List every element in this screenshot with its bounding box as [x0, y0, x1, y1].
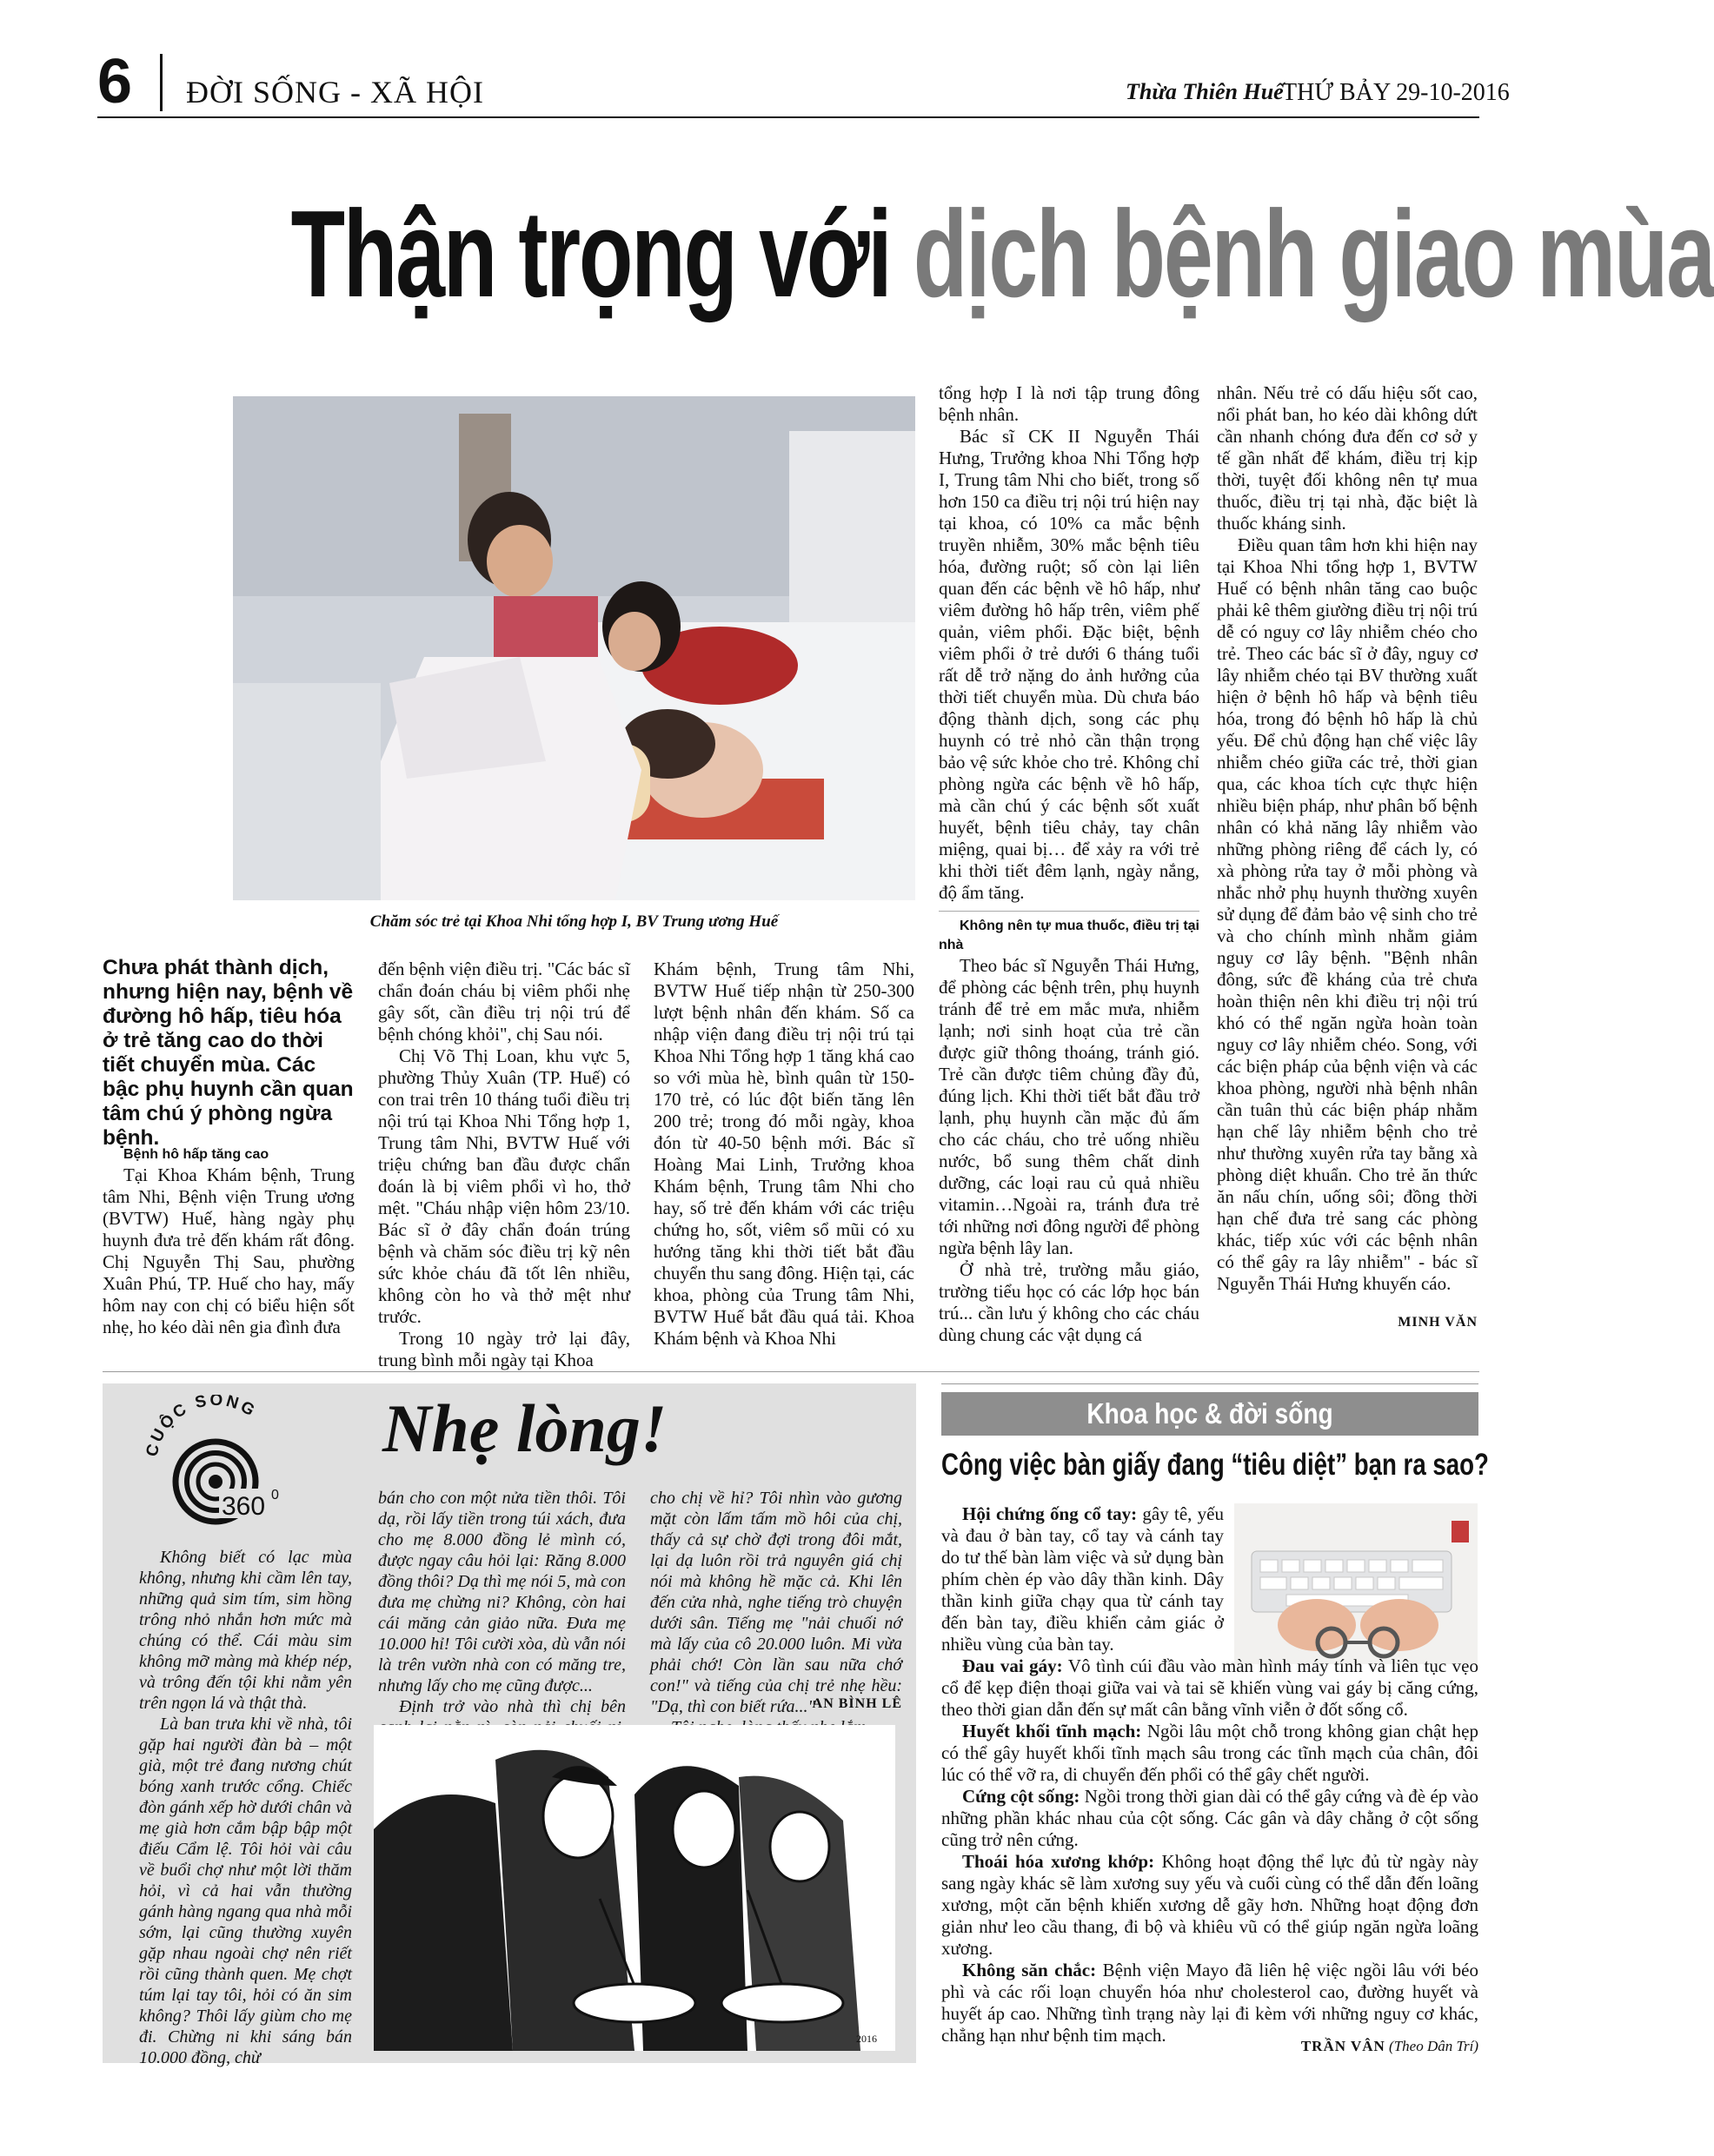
- paragraph: [941, 1786, 1478, 1851]
- paragraph: [941, 1655, 1478, 1721]
- handcuffed-hands-keyboard-illustration: [1234, 1503, 1478, 1664]
- paragraph: [941, 1851, 1478, 1960]
- paragraph: tổng hợp I là nơi tập trung đông bệnh nhân.: [939, 382, 1199, 425]
- item-text: gây tê, yếu và đau ở bàn tay, cổ tay và cánh tay do tư thế bàn làm việc và sử dụng bàn phím chèn ép vào dây thần kinh. Dây thần kinh giữa chạy qua từ cánh tay đến bàn tay, điều khiển cảm giác ở nhiều vùng của bàn tay.: [941, 1503, 1225, 1655]
- item-text: Vô tình cúi đầu vào màn hình máy tính và liên tục vẹo cổ để kẹp điện thoại giữa vai và tai sẽ khiến vùng vai gáy bị căng cứng, theo thời gian dẫn đến sự mất cân bằng vĩnh viễn ở đốt sống cổ.: [941, 1655, 1478, 1720]
- paragraph: [941, 1503, 1224, 1655]
- section-title: ĐỜI SỐNG - XÃ HỘI: [186, 75, 484, 109]
- paragraph: Chị Võ Thị Loan, khu vực 5, phường Thủy Xuân (TP. Huế) có con trai trên 10 tháng tuổi điều trị nội trú tại Khoa Nhi Tổng hợp 1, Trung tâm Nhi, BVTW Huế với triệu chứng ban đầu được chẩn đoán là bị viêm phổi vì ho, thở mệt. "Cháu nhập viện hôm 23/10. Bác sĩ ở đây chẩn đoán trúng bệnh và chăm sóc điều trị kỹ nên sức khỏe cháu đã tốt lên nhiều, không còn ho và thở mệt như trước.: [378, 1045, 630, 1327]
- subhead-respiratory: Bệnh hô hấp tăng cao: [123, 1147, 269, 1162]
- logo-degree: 0: [271, 1488, 279, 1503]
- header-divider: [160, 54, 163, 111]
- paragraph: Ở nhà trẻ, trường mẫu giáo, trường tiểu học có các lớp học bán trú... cần lưu ý không cho các cháu dùng chung các vật dụng cá: [939, 1259, 1199, 1345]
- paragraph: Không biết có lạc mùa không, nhưng khi cầm lên tay, những quả sim tím, sim hồng trông nhỏ nhắn hơn mức mà chúng có thể. Cái màu sim không mỡ màng mà khép nép, và trông đến tội khi nằm yên trên ngọn lá và thật thà.: [139, 1548, 352, 1713]
- item-title: Cứng cột sống:: [962, 1786, 1080, 1807]
- cuoc-song-logo: [139, 1395, 291, 1525]
- article-column-1: [103, 1145, 355, 1338]
- paragraph: nhân. Nếu trẻ có dấu hiệu sốt cao, nổi phát ban, ho kéo dài không dứt cần nhanh chóng đưa đến cơ sở y tế gần nhất để khám, điều trị kịp thời, tuyệt đối không nên tự mua thuốc, điều trị tại nhà, đặc biệt là thuốc kháng sinh.: [1217, 382, 1478, 534]
- article-column-2: [378, 959, 630, 1371]
- item-title: Huyết khối tĩnh mạch:: [962, 1721, 1142, 1741]
- essay-title: Nhẹ lòng!: [382, 1390, 668, 1466]
- paragraph: bán cho con một nửa tiền thôi. Tôi dạ, rồi lấy tiền trong túi xách, đưa cho mẹ 8.000 đồng lẻ mình có, được ngay câu hỏi lại: Răng 8.000 đồng thôi? Dạ thì mẹ nói 5, mà con đưa mẹ chừng ni? Không, còn hai cái măng cản giảo nữa. Đưa mẹ 10.000 hỉ! Tôi cười xòa, dù vẫn nói là trên vườn nhà con có măng tre, nhưng lấy cho mẹ cũng được...: [378, 1489, 626, 1695]
- paragraph: Định trở vào nhà thì chị bên: [399, 1697, 626, 1716]
- paragraph: đến bệnh viện điều trị. "Các bác sĩ chẩn đoán cháu bị viêm phổi nhẹ gây sốt, cần điều trị nội trú để bệnh chóng khỏi", chị Sau nói.: [378, 959, 630, 1045]
- item-text: Ngồi trong thời gian dài có thể gây cứng và đè ép vào những phần khác nhau của cột sống. Các gân và dây chằng ở cột sống cũng trở nên cứng.: [941, 1786, 1478, 1850]
- paragraph: [941, 1960, 1478, 2047]
- illustration-signature: 2016: [856, 2033, 877, 2045]
- science-top-rule: [941, 1383, 1478, 1384]
- headline-part1: Thận trọng với: [290, 185, 913, 323]
- paragraph: Khám bệnh, Trung tâm Nhi, BVTW Huế tiếp nhận từ 250-300 lượt bệnh nhân đến khám. Số ca nhập viện đang điều trị nội trú tại Khoa Nhi Tổng hợp 1 tăng khá cao so với mùa hè, bình quân từ 150-170 trẻ, có lúc đột biến tăng lên 200 trẻ; trong đó mỗi ngày, khoa đón từ 40-50 bệnh mới. Bác sĩ Hoàng Mai Linh, Trưởng khoa Khám bệnh, Trung tâm Nhi cho hay, số trẻ đến khám với các triệu chứng ho, sốt, viêm sổ mũi có xu hướng tăng khi thời tiết bắt đầu chuyển thu sang đông. Hiện tại, các khoa, phòng của Trung tâm Nhi, BVTW Huế bắt đầu quá tải. Khoa Khám bệnh và Khoa Nhi: [654, 959, 914, 1349]
- science-credit: [941, 2038, 1478, 2055]
- paragraph: Trong 10 ngày trở lại đây, trung bình mỗi ngày tại Khoa: [378, 1328, 630, 1370]
- paragraph: Điều quan tâm hơn khi hiện nay tại Khoa Nhi tổng hợp 1, BVTW Huế có bệnh nhân tăng cao buộc phải kê thêm giường điều trị nội trú dễ có nguy cơ lây nhiễm chéo cho trẻ. Theo các bác sĩ ở đây, nguy cơ lây nhiễm chéo tại BV thường xuất hiện ở bệnh hô hấp và bệnh tiêu hóa, trong đó bệnh hô hấp là chủ yếu. Để chủ động hạn chế việc lây nhiễm chéo giữa các trẻ, thời gian qua, các khoa tích cực thực hiện nhiều biện pháp, như phân bố bệnh nhân có khả năng lây nhiễm vào những phòng riêng để cách ly, có xà phòng rửa tay ở mỗi phòng và nhắc nhở phụ huynh thường xuyên sử dụng để đảm bảo vệ sinh cho trẻ và cho chính mình nhằm giảm nguy cơ lây bệnh. "Bệnh nhân đông, sức đề kháng của trẻ chưa hoàn thiện nên khi điều trị nội trú khó có thể ngăn ngừa hoàn toàn nguy cơ lây nhiễm chéo. Song, với các biện pháp của bệnh viện và các khoa phòng, người nhà bệnh nhân cần tuân thủ các biện pháp nhằm hạn chế lây nhiễm bệnh cho trẻ như thường xuyên rửa tay bằng xà phòng diệt khuẩn. Cho trẻ ăn thức ăn nấu chín, uống sôi; đồng thời hạn chế đưa trẻ sang các phòng khác, tiếp xúc với các bệnh nhân có thể gây ra lây nhiễm" - bác sĩ Nguyễn Thái Hưng khuyến cáo.: [1217, 534, 1478, 1294]
- article-photo: [233, 396, 915, 900]
- paragraph: Là ban trưa khi về nhà, tôi gặp hai người đàn bà – một già, một trẻ đang nương chút bóng xanh trước cổng. Chiếc đòn gánh xếp hờ dưới chân và mẹ già hơn cắm bập bập một điếu Cẩm lệ. Tôi hỏi vài câu về buổi chợ như một lời thăm hỏi, vì cả hai vẫn thường gánh hàng ngang qua nhà mỗi sớm, lại cũng thường xuyên gặp nhau ngoài chợ nên riết rồi cũng thành quen. Mẹ chợt túm lại tay tôi, hỏi có ăn sim không? Thôi lấy giùm cho mẹ đi. Chừng ni khi sáng bán 10.000 đồng, chừ: [139, 1715, 352, 2067]
- science-body: [941, 1655, 1478, 2047]
- essay-column-1: [139, 1547, 352, 2068]
- keyboard-photo: [1234, 1503, 1478, 1664]
- item-title: Đau vai gáy:: [962, 1655, 1063, 1676]
- article-author: MINH VĂN: [1398, 1315, 1478, 1330]
- section-divider: [103, 1371, 1479, 1372]
- science-intro: [941, 1503, 1224, 1655]
- article-headline: [290, 185, 1714, 323]
- science-source: (Theo Dân Trí): [1389, 2038, 1478, 2054]
- market-women-illustration: [374, 1725, 895, 2051]
- paragraph: cho chị về hỉ? Tôi nhìn vào gương mặt còn lấm tấm mồ hôi của chị, thấy cả sự chờ đợi trong đôi mắt, lại dạ luôn rồi trả nguyên giá chị nói mà không hề mặc cả. Khi lên đến cửa nhà, nghe tiếng trò chuyện dưới sân. Tiếng mẹ "nải chuối nớ mà lấy của cô 20.000 luôn. Mi vừa phải chớ! Còn lần sau nữa chớ con!" và tiếng của chị trẻ nhẹ hều: "Dạ, thì con biết rứa...": [650, 1489, 902, 1716]
- essay-author: AN BÌNH LÊ: [812, 1696, 902, 1711]
- headline-part2: dịch bệnh giao mùa: [913, 185, 1714, 323]
- paragraph: Tại Khoa Khám bệnh, Trung tâm Nhi, Bệnh viện Trung ương (BVTW) Huế, hàng ngày phụ huynh đưa trẻ đến khám rất đông. Chị Nguyễn Thị Sau, phường Xuân Phú, TP. Huế cho hay, mấy hôm nay con chị có biểu hiện sốt nhẹ, ho kéo dài nên gia đình đưa: [103, 1164, 355, 1337]
- science-author: TRẦN VÂN: [1300, 2038, 1385, 2054]
- science-title: Công việc bàn giấy đang “tiêu diệt” bạn ra sao?: [941, 1448, 1489, 1482]
- article-column-3: [654, 959, 914, 1350]
- photo-caption: Chăm sóc trẻ tại Khoa Nhi tổng hợp I, BV Trung ương Huế: [369, 912, 779, 931]
- subhead-no-self-medication: Không nên tự mua thuốc, điều trị tại nhà: [939, 919, 1199, 952]
- logo-number: 360: [222, 1492, 266, 1521]
- article-lead: Chưa phát thành dịch, nhưng hiện nay, bệnh về đường hô hấp, tiêu hóa ở trẻ tăng cao do thời tiết chuyển mùa. Các bậc phụ huynh cần quan tâm chú ý phòng ngừa bệnh.: [103, 956, 354, 1150]
- item-title: Thoái hóa xương khớp:: [962, 1851, 1155, 1872]
- paragraph: Bác sĩ CK II Nguyễn Thái Hưng, Trưởng khoa Nhi Tổng hợp I, Trung tâm Nhi cho biết, trong số hơn 150 ca điều trị nội trú hiện nay tại khoa, có 10% ca mắc bệnh truyền nhiễm, 30% mắc bệnh tiêu hóa, đường ruột; số còn lại liên quan đến các bệnh về hô hấp, như viêm đường hô hấp trên, viêm phế quản, viêm phổi. Đặc biệt, bệnh viêm phổi ở trẻ dưới 6 tháng tuổi rất dễ trở nặng do ảnh hưởng của thời tiết chuyển mùa. Dù chưa báo động thành dịch, song các phụ huynh có trẻ nhỏ cần thận trọng bảo vệ sức khỏe cho trẻ. Không chỉ phòng ngừa các bệnh về hô hấp, mà cần chú ý các bệnh sốt xuất huyết, bệnh tiêu chảy, tay chân miệng, quai bị… để xảy ra với trẻ khi thời tiết đêm lạnh, ngày nắng, độ ẩm tăng.: [939, 426, 1199, 903]
- paragraph: [941, 1721, 1478, 1786]
- newspaper-name: Thừa Thiên Huế: [1126, 79, 1284, 104]
- page-number: 6: [97, 47, 133, 116]
- hospital-photo-illustration: [233, 396, 915, 900]
- item-text: Bệnh viện Mayo đã liên hệ việc ngồi lâu với béo phì và các rối loạn chuyển hóa như cholesterol cao, đường huyết và huyết áp cao. Những tình trạng này lại đi kèm với những nguy cơ khác, chẳng hạn như bệnh tim mạch.: [941, 1960, 1478, 2046]
- article-column-4: [939, 382, 1199, 1346]
- essay-column-2: [378, 1488, 626, 1759]
- item-text: Không hoạt động thể lực đủ từ ngày này sang ngày khác sẽ làm xương suy yếu và cuối cùng có thể dẫn đến loãng xương, một căn bệnh khiến xương dễ gãy hơn. Những hoạt động đơn giản như leo cầu thang, đi bộ và khiêu vũ có thể giúp ngăn ngừa loãng xương.: [941, 1851, 1478, 1959]
- essay-illustration: [374, 1725, 895, 2051]
- header-rule: [97, 116, 1479, 118]
- item-title: Không săn chắc:: [962, 1960, 1097, 1980]
- column-separator: [939, 911, 1199, 912]
- article-column-5: [1217, 382, 1478, 1295]
- logo-text: CUỘC SỐNG: [143, 1395, 260, 1459]
- science-banner-label: Khoa học & đời sống: [1086, 1397, 1333, 1430]
- issue-date: THỨ BẢY 29-10-2016: [1282, 79, 1510, 106]
- item-text: Ngồi lâu một chỗ trong không gian chật hẹp có thể gây huyết khối tĩnh mạch sâu trong các tĩnh mạch của chân, đôi lúc có thể vỡ ra, di chuyển đến phổi có thể gây chết người.: [941, 1721, 1478, 1785]
- item-title: Hội chứng ống cổ tay:: [962, 1503, 1138, 1524]
- paragraph: Theo bác sĩ Nguyễn Thái Hưng, để phòng các bệnh trên, phụ huynh tránh để trẻ em mắc mưa, nhiễm lạnh; nơi sinh hoạt của trẻ cần được giữ thông thoáng, tránh gió. Trẻ cần được tiêm chủng đầy đủ, đúng lịch. Khi thời tiết bắt đầu trở lạnh, phụ huynh cần mặc đủ ấm cho các cháu, cho trẻ uống nhiều nước, bổ sung thêm chất dinh dưỡng, các loại rau củ quả nhiều vitamin…Ngoài ra, tránh đưa trẻ tới những nơi đông người để phòng ngừa bệnh lây lan.: [939, 955, 1199, 1258]
- spiral-icon: [139, 1395, 291, 1525]
